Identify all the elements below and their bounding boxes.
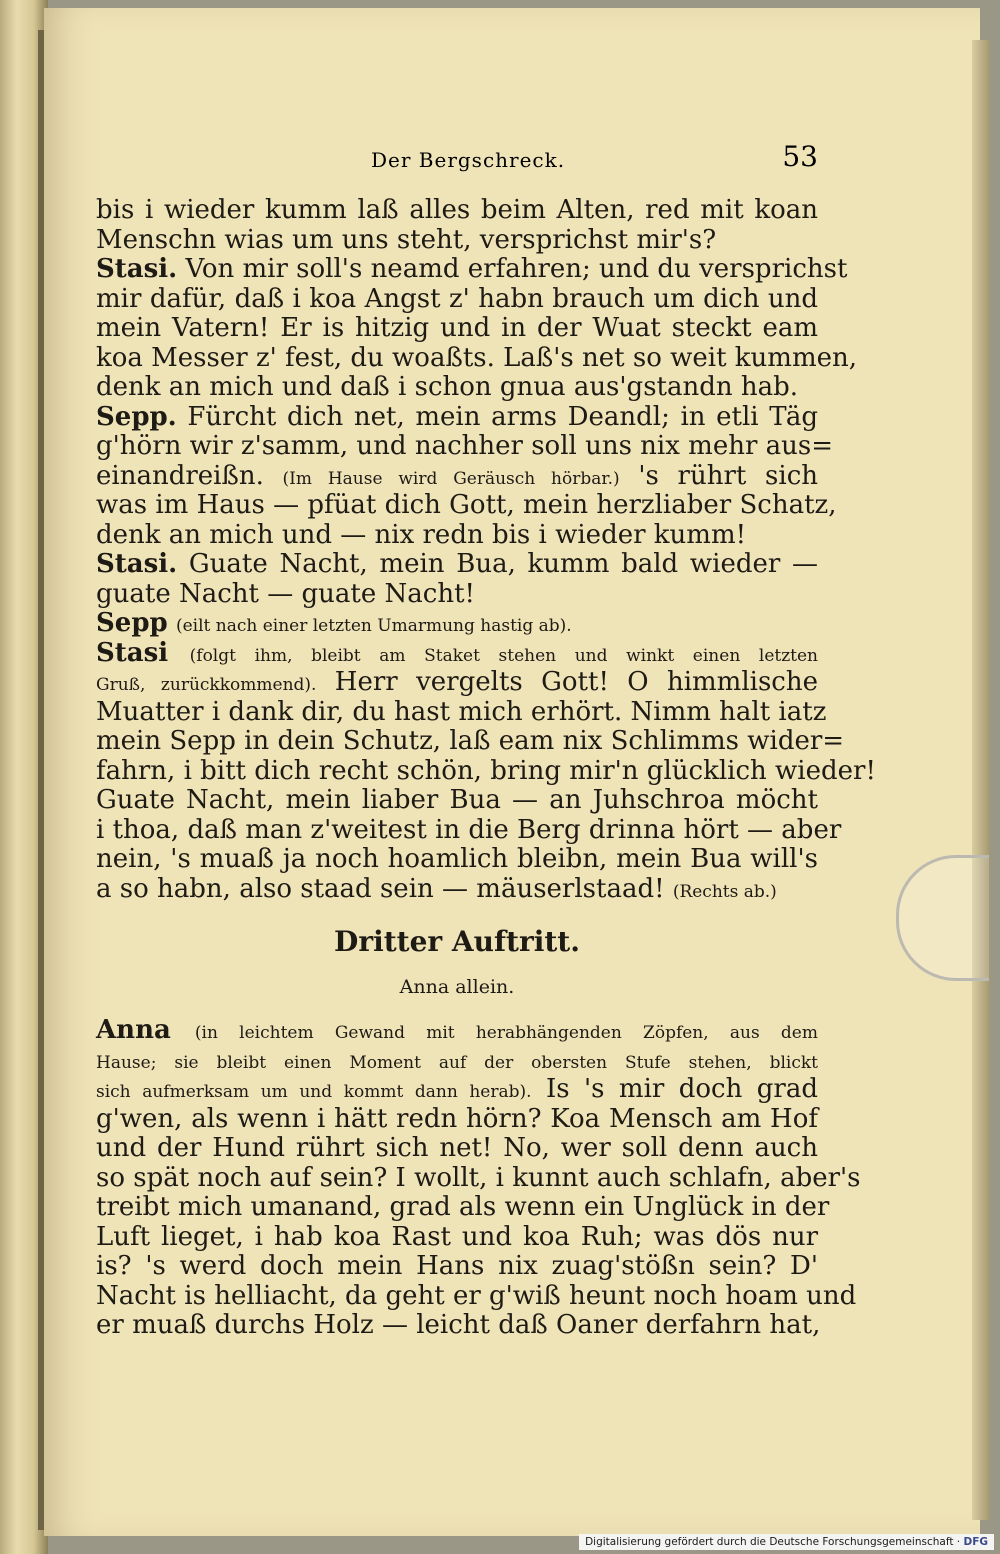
text-line <box>96 254 848 284</box>
text-line <box>96 1015 818 1048</box>
line-text: a so habn, also staad sein — mäuserlstaad! <box>96 873 673 904</box>
line-text: nein, 's muaß ja noch hoamlich bleibn, mein Bua will's <box>96 844 818 874</box>
text-line <box>96 1251 818 1281</box>
text-line <box>96 755 876 786</box>
stage-direction: Gruß, zurückkommend). <box>96 675 317 695</box>
text-line <box>96 785 818 815</box>
text-line <box>96 225 818 255</box>
line-text: und der Hund rührt sich net! No, wer soll denn auch <box>96 1133 818 1163</box>
text-line <box>96 874 818 907</box>
line-text: Fürcht dich net, mein arms Deandl; in etli Täg <box>176 401 818 432</box>
text-line <box>96 1310 821 1340</box>
text-line <box>96 1162 861 1193</box>
text-line <box>96 579 818 609</box>
line-text: i thoa, daß man z'weitest in die Berg drinna hört — aber <box>96 814 842 845</box>
stage-direction: (eilt nach einer letzten Umarmung hastig ab). <box>175 616 572 636</box>
footer-text: Digitalisierung gefördert durch die Deutsche Forschungsgemeinschaft · <box>585 1536 964 1548</box>
line-text <box>168 608 176 638</box>
line-text: g'hörn wir z'samm, und nachher soll uns nix mehr aus= <box>96 431 834 461</box>
text-line <box>96 814 842 845</box>
text-line <box>96 1133 818 1163</box>
stage-direction: Hause; sie bleibt einen Moment auf der obersten Stufe stehen, blickt <box>96 1052 818 1073</box>
stage-direction: (folgt ihm, bleibt am Staket stehen und winkt einen letzten <box>189 645 819 666</box>
line-text: so spät noch auf sein? I wollt, i kunnt auch schlafn, aber's <box>96 1162 861 1193</box>
text-line <box>96 520 818 550</box>
line-text: was im Haus — pfüat dich Gott, mein herzliaber Schatz, <box>96 490 837 520</box>
line-text: denk an mich und — nix redn bis i wieder kumm! <box>96 519 747 550</box>
text-line <box>96 490 837 520</box>
line-text: bis i wieder kumm laß alles beim Alten, red mit koan <box>96 195 818 225</box>
line-text: g'wen, als wenn i hätt redn hörn? Koa Mensch am Hof <box>96 1103 818 1134</box>
line-text: denk an mich und daß i schon gnua aus'gstandn hab. <box>96 372 799 402</box>
stage-direction: (in leichtem Gewand mit herabhängenden Zöpfen, aus dem <box>194 1023 818 1043</box>
line-text: Nacht is helliacht, da geht er g'wiß heunt noch hoam und <box>96 1280 857 1311</box>
scene-subheading: Anna allein. <box>399 976 515 998</box>
stage-direction: (Im Hause wird Geräusch hörbar.) <box>282 468 620 489</box>
text-line <box>96 1280 857 1311</box>
text-line <box>96 1104 818 1134</box>
text-line <box>96 431 834 461</box>
scene-heading: Dritter Auftritt. <box>334 925 580 958</box>
line-text: mir dafür, daß i koa Angst z' habn brauch um dich und <box>96 283 818 314</box>
text-line <box>96 844 818 874</box>
text-line <box>96 313 818 343</box>
page-number: 53 <box>782 140 818 173</box>
line-text: er muaß durchs Holz — leicht daß Oaner derfahrn hat, <box>96 1310 821 1340</box>
text-line <box>96 461 818 494</box>
stage-direction: sich aufmerksam um und kommt dann herab). <box>96 1082 532 1102</box>
line-text: Luft lieget, i hab koa Rast und koa Ruh; was dös nur <box>96 1221 818 1252</box>
text-line <box>96 402 818 432</box>
footer-credit <box>579 1534 994 1550</box>
line-text: treibt mich umanand, grad als wenn ein Unglück in der <box>96 1192 830 1222</box>
speaker-name: Stasi <box>96 637 169 668</box>
line-text: Herr vergelts Gott! O himmlische <box>316 667 818 697</box>
text-line <box>96 1192 830 1222</box>
text-line <box>96 342 858 373</box>
text-line <box>96 1074 818 1107</box>
running-title: Der Bergschreck. <box>371 148 566 172</box>
running-head <box>96 140 818 180</box>
speaker-name: Stasi. <box>96 254 178 284</box>
line-text: mein Vatern! Er is hitzig und in der Wuat steckt eam <box>96 313 818 343</box>
text-line <box>96 1222 818 1252</box>
line-text: fahrn, i bitt dich recht schön, bring mir'n glücklich wieder! <box>96 755 876 786</box>
text-line <box>96 284 818 314</box>
line-text: Von mir soll's neamd erfahren; und du versprichst <box>177 254 848 284</box>
text-line <box>96 195 818 225</box>
line-text: 's rührt sich <box>619 460 819 491</box>
line-text: Is 's mir doch grad <box>531 1074 818 1104</box>
page-right-edge <box>972 40 990 1520</box>
speaker-name: Sepp <box>96 608 168 638</box>
dfg-logo: DFG <box>963 1536 988 1548</box>
line-text: Muatter i dank dir, du hast mich erhört. Nimm halt iatz <box>96 696 827 727</box>
speaker-name: Stasi. <box>96 549 178 579</box>
speaker-name: Sepp. <box>96 401 177 432</box>
text-line <box>96 549 818 579</box>
line-text: Menschn wias um uns steht, versprichst mir's? <box>96 224 717 255</box>
line-text: koa Messer z' fest, du woaßts. Laß's net so weit kummen, <box>96 342 858 373</box>
line-text <box>171 1015 195 1045</box>
line-text: mein Sepp in dein Schutz, laß eam nix Schlimms wider= <box>96 726 845 756</box>
line-text: Guate Nacht, mein liaber Bua — an Juhschroa möcht <box>96 785 818 815</box>
speaker-name: Anna <box>96 1015 171 1045</box>
text-line <box>96 1045 818 1078</box>
stage-direction: (Rechts ab.) <box>672 881 777 902</box>
text-line <box>96 726 845 756</box>
text-line <box>96 638 818 671</box>
text-line <box>96 372 818 402</box>
text-line <box>96 667 818 700</box>
line-text: Guate Nacht, mein Bua, kumm bald wieder — <box>177 549 818 579</box>
line-text: einandreißn. <box>96 460 283 491</box>
line-text: is? 's werd doch mein Hans nix zuag'stößn sein? D' <box>96 1251 818 1281</box>
line-text: guate Nacht — guate Nacht! <box>96 578 475 609</box>
text-line <box>96 608 818 641</box>
text-line <box>96 696 827 727</box>
line-text <box>168 638 189 668</box>
